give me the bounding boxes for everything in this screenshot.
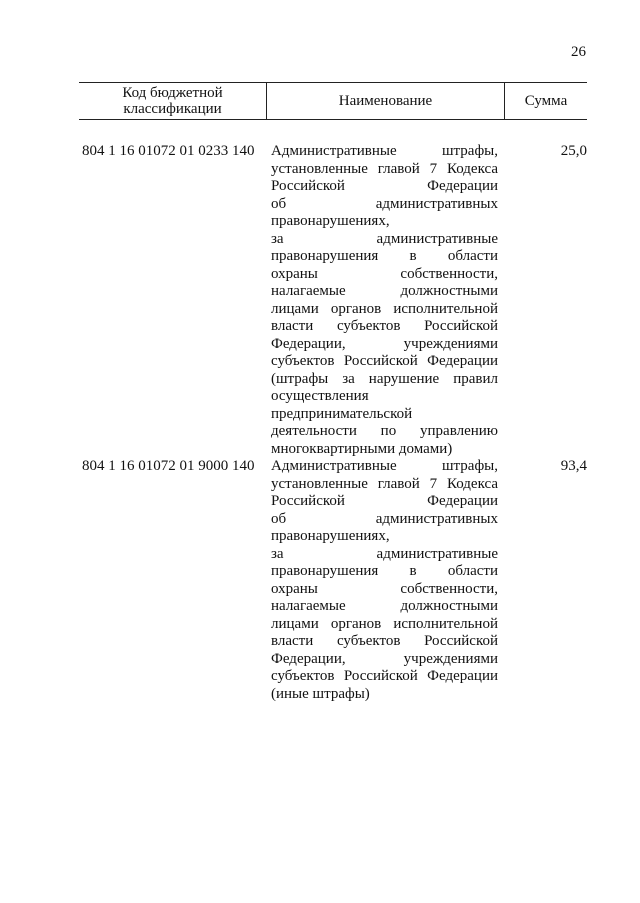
table-header xyxy=(79,82,587,120)
row-name-line: установленные главой 7 Кодекса xyxy=(271,160,498,177)
header-name: Наименование xyxy=(267,83,505,119)
row-name-line: Федерации, учреждениями xyxy=(271,650,498,667)
row-name-line: охраны собственности, xyxy=(271,580,498,597)
row-name-line: власти субъектов Российской xyxy=(271,318,498,334)
row-name-line: Административные штрафы, xyxy=(271,143,498,159)
row-sum: 93,4 xyxy=(560,458,587,474)
row-name-line: Российской Федерации xyxy=(271,493,498,509)
row-name-line: об административных xyxy=(271,510,498,527)
row-name-line: установленные главой 7 Кодекса xyxy=(271,475,498,492)
row-name-line: субъектов Российской Федерации xyxy=(271,353,498,369)
row-name-line: налагаемые должностными xyxy=(271,283,498,299)
row-name-line: предпринимательской xyxy=(271,405,413,422)
row-name xyxy=(271,458,498,703)
row-name-line: лицами органов исполнительной xyxy=(271,300,498,317)
row-name-line: за административные xyxy=(271,230,498,247)
row-name-line: правонарушения в области xyxy=(271,563,498,579)
row-name-line: за административные xyxy=(271,545,498,562)
row-name-line: правонарушениях, xyxy=(271,213,390,229)
row-sum: 25,0 xyxy=(560,143,587,159)
row-name-line: правонарушениях, xyxy=(271,528,390,544)
row-name-line: правонарушения в области xyxy=(271,248,498,264)
row-name xyxy=(271,143,498,458)
row-name-line: об административных xyxy=(271,195,498,212)
row-name-line: (иные штрафы) xyxy=(271,685,370,702)
row-name-line: субъектов Российской Федерации xyxy=(271,668,498,684)
row-name-line: Федерации, учреждениями xyxy=(271,335,498,352)
row-name-line: Административные штрафы, xyxy=(271,458,498,474)
row-name-line: охраны собственности, xyxy=(271,265,498,282)
row-name-line: Российской Федерации xyxy=(271,178,498,194)
header-code: Код бюджетной классификации xyxy=(79,83,267,119)
row-code: 804 1 16 01072 01 9000 140 xyxy=(82,458,255,474)
row-name-line: власти субъектов Российской xyxy=(271,633,498,649)
row-name-line: многоквартирными домами) xyxy=(271,440,453,457)
header-sum: Сумма xyxy=(524,93,568,109)
table-body xyxy=(82,143,587,703)
row-name-line: деятельности по управлению xyxy=(271,423,498,439)
table-row xyxy=(82,143,587,458)
table-row xyxy=(82,458,587,703)
row-name-line: лицами органов исполнительной xyxy=(271,615,498,632)
row-code: 804 1 16 01072 01 0233 140 xyxy=(82,143,255,159)
row-name-line: налагаемые должностными xyxy=(271,598,498,614)
page-number: 26 xyxy=(571,44,586,60)
row-name-line: осуществления xyxy=(271,388,369,404)
row-name-line: (штрафы за нарушение правил xyxy=(271,370,498,387)
